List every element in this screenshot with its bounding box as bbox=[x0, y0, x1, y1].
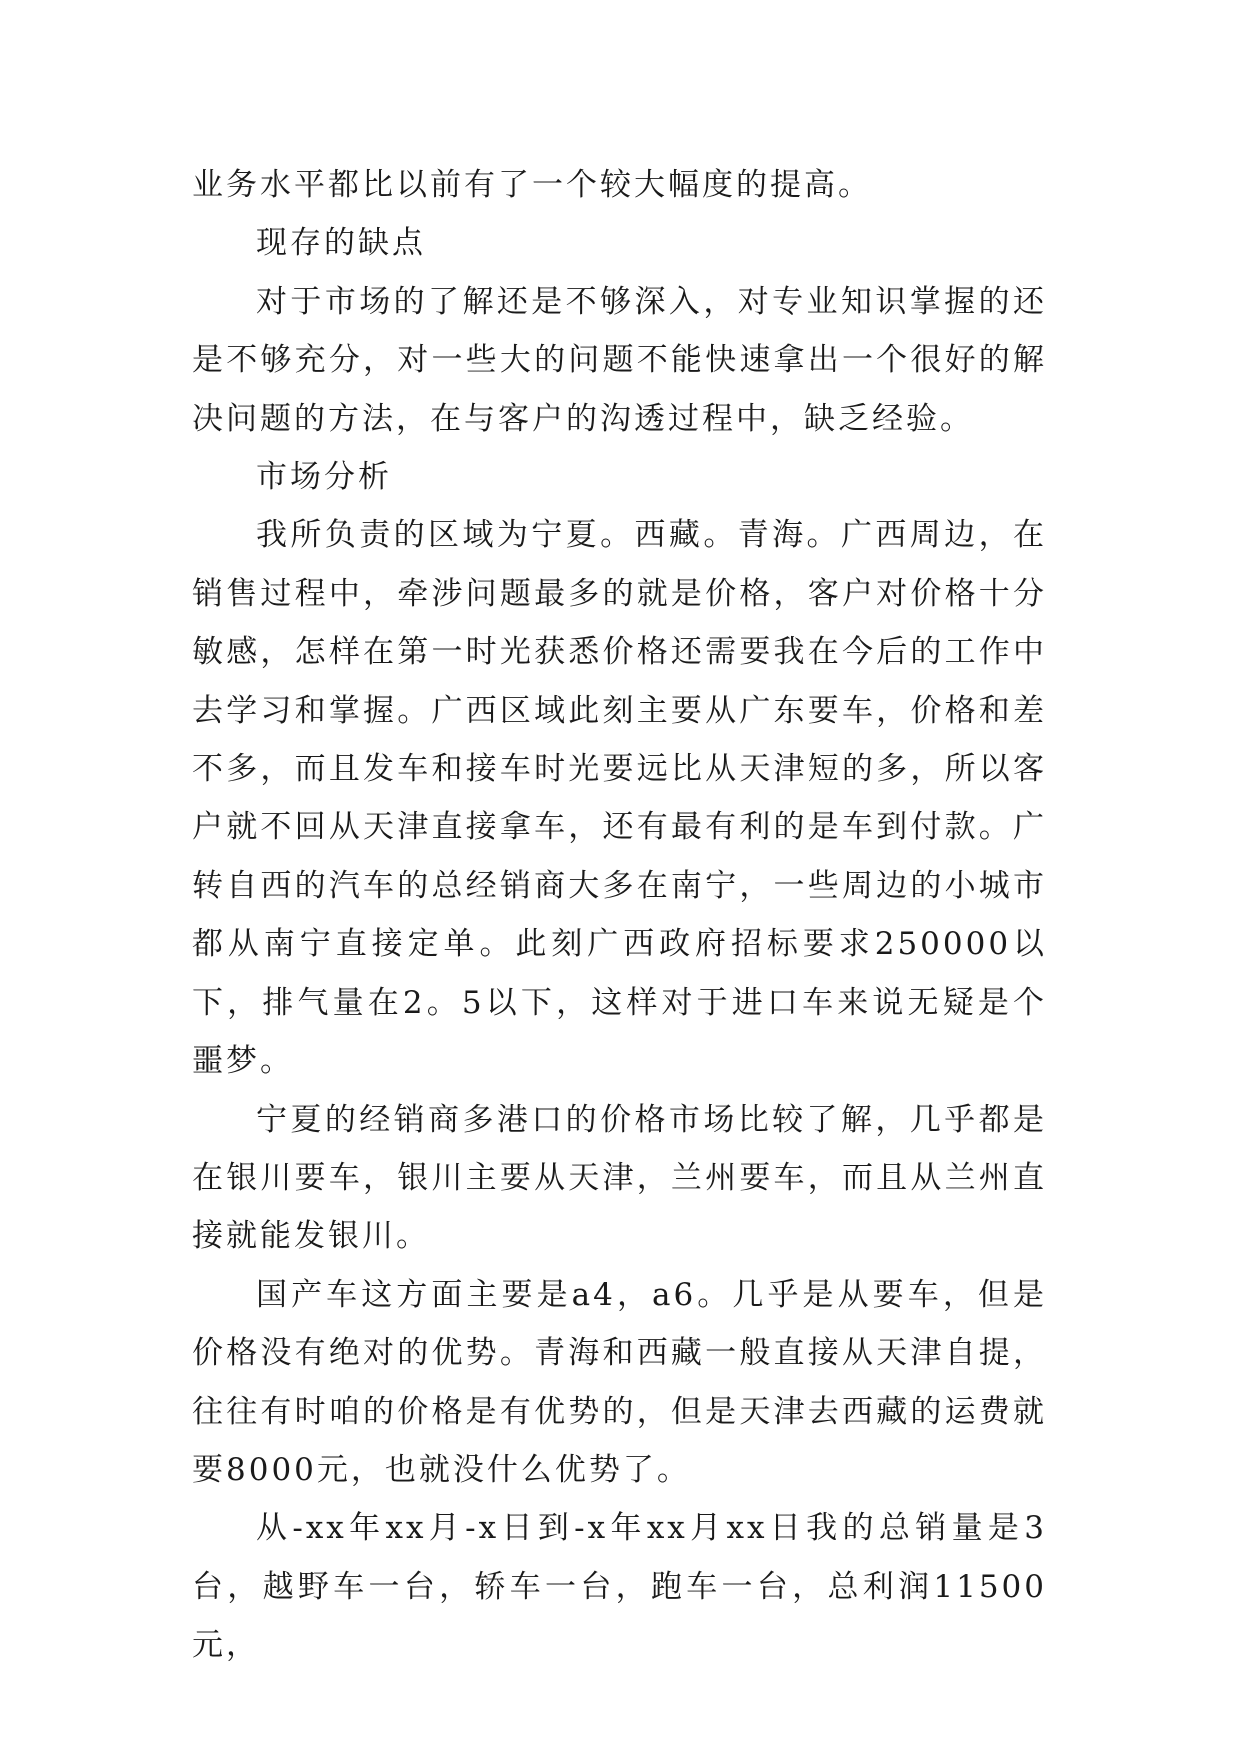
paragraph-shortcomings: 对于市场的了解还是不够深入，对专业知识掌握的还是不够充分，对一些大的问题不能快速拿出一个很好的解决问题的方法，在与客户的沟透过程中，缺乏经验。 bbox=[192, 283, 1047, 437]
paragraph-region-analysis: 我所负责的区域为宁夏。西藏。青海。广西周边，在销售过程中，牵涉问题最多的就是价格，客户对价格十分敏感，怎样在第一时光获悉价格还需要我在今后的工作中去学习和掌握。广西区域此刻主要从广东要车，价格和差不多，而且发车和接车时光要远比从天津短的多，所以客户就不回从天津直接拿车，还有最有利的是车到付款。广转自西的汽车的总经销商大多在南宁，一些周边的小城市都从南宁直接定单。此刻广西政府招标要求250000以下，排气量在2。5以下，这样对于进口车来说无疑是个噩梦。 bbox=[192, 517, 1047, 1080]
section-heading-market-analysis: 市场分析 bbox=[256, 459, 392, 496]
section-heading-shortcomings: 现存的缺点 bbox=[256, 225, 426, 262]
paragraph-ningxia: 宁夏的经销商多港口的价格市场比较了解，几乎都是在银川要车，银川主要从天津，兰州要车，而且从兰州直接就能发银川。 bbox=[192, 1101, 1047, 1255]
paragraph-domestic-cars: 国产车这方面主要是a4，a6。几乎是从要车，但是价格没有绝对的优势。青海和西藏一般直接从天津自提，往往有时咱的价格是有优势的，但是天津去西藏的运费就要8000元，也就没什么优势了。 bbox=[192, 1276, 1047, 1488]
paragraph-continuation: 业务水平都比以前有了一个较大幅度的提高。 bbox=[192, 167, 872, 203]
document-body bbox=[192, 156, 1047, 1675]
paragraph-sales-summary: 从-xx年xx月-x日到-x年xx月xx日我的总销量是3台，越野车一台，轿车一台，跑车一台，总利润11500元， bbox=[192, 1510, 1047, 1664]
